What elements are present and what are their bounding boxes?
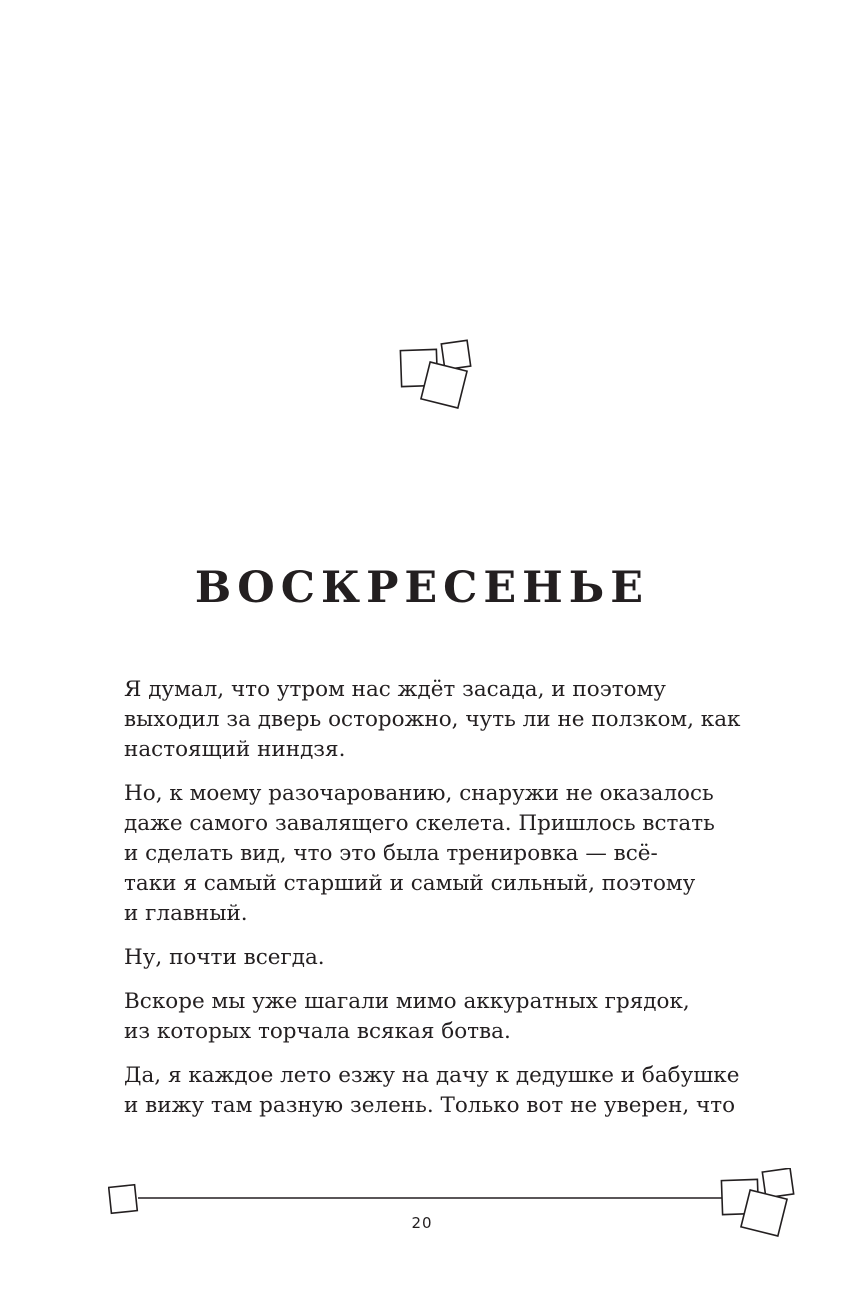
paragraph bbox=[124, 1061, 744, 1121]
text-line: Я думал, что утром нас ждёт засада, и поэтому bbox=[124, 677, 666, 702]
paragraph bbox=[124, 675, 744, 765]
text-line: таки я самый старший и самый сильный, поэтому bbox=[124, 871, 696, 896]
text-line: настоящий ниндзя. bbox=[124, 737, 346, 762]
paragraph bbox=[124, 943, 744, 973]
page-number: 20 bbox=[411, 1214, 433, 1232]
text-line: из которых торчала всякая ботва. bbox=[124, 1019, 511, 1044]
text-line: и вижу там разную зелень. Только вот не уверен, что bbox=[124, 1093, 736, 1118]
chapter-title: ВОСКРЕСЕНЬЕ bbox=[194, 563, 650, 613]
text-line: Вскоре мы уже шагали мимо аккуратных грядок, bbox=[124, 989, 690, 1014]
square-icon bbox=[109, 1185, 138, 1214]
text-line: Но, к моему разочарованию, снаружи не оказалось bbox=[124, 781, 714, 806]
body-text bbox=[124, 675, 744, 1135]
text-line: и сделать вид, что это была тренировка — всё- bbox=[124, 841, 658, 866]
text-line: выходил за дверь осторожно, чуть ли не ползком, как bbox=[124, 707, 741, 732]
text-line: и главный. bbox=[124, 901, 248, 926]
text-line: Да, я каждое лето езжу на дачу к дедушке и бабушке bbox=[124, 1063, 740, 1088]
paragraph bbox=[124, 987, 744, 1047]
tilted-squares-icon bbox=[395, 338, 479, 410]
paragraph bbox=[124, 779, 744, 929]
text-line: Ну, почти всегда. bbox=[124, 945, 325, 970]
text-line: даже самого завалящего скелета. Пришлось встать bbox=[124, 811, 715, 836]
